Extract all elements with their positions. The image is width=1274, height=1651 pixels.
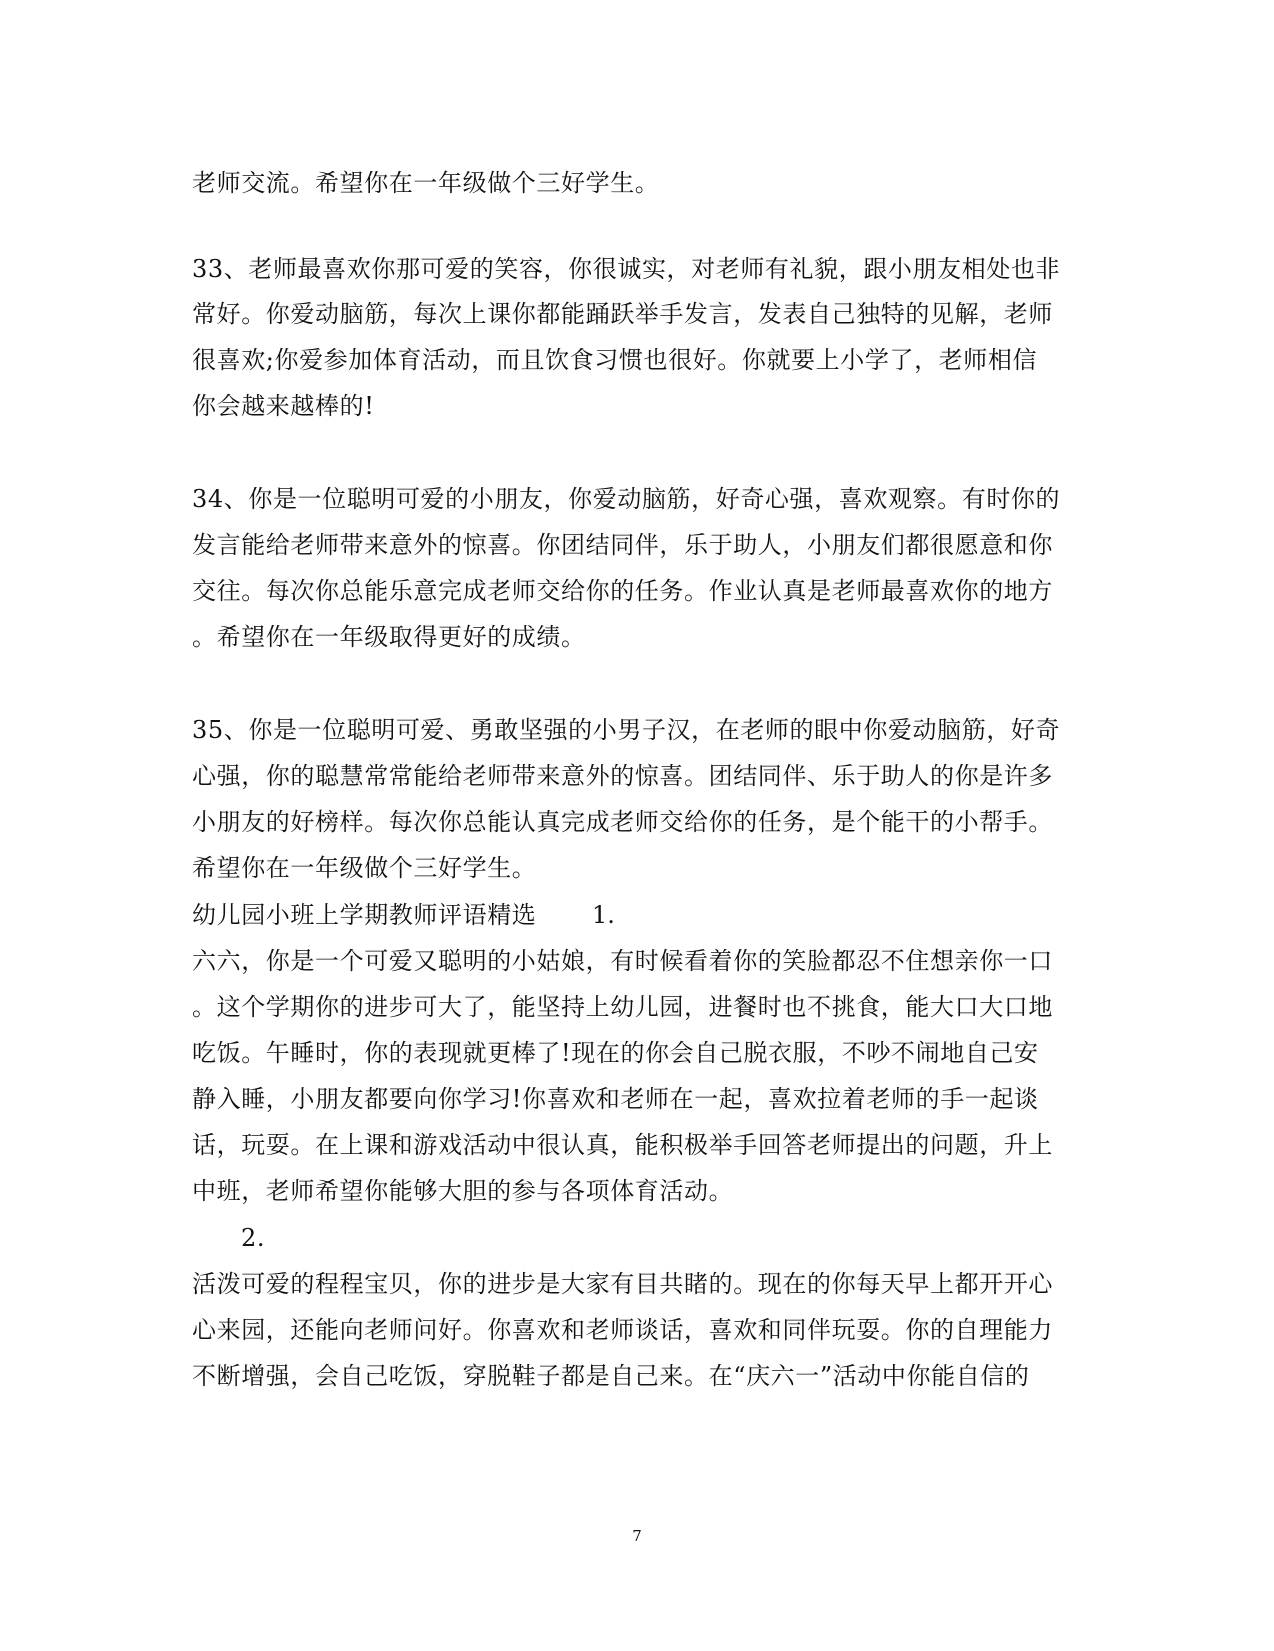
text-line: 35、你是一位聪明可爱、勇敢坚强的小男子汉，在老师的眼中你爱动脑筋，好奇	[192, 716, 1061, 744]
text-line: 吃饭。午睡时，你的表现就更棒了!现在的你会自己脱衣服，不吵不闹地自己安	[192, 1039, 1039, 1067]
text-line: 33、老师最喜欢你那可爱的笑容，你很诚实，对老师有礼貌，跟小朋友相处也非	[192, 255, 1061, 283]
text-line: 常好。你爱动脑筋，每次上课你都能踊跃举手发言，发表自己独特的见解，老师	[192, 300, 1053, 328]
section-title: 幼儿园小班上学期教师评语精选	[192, 901, 537, 929]
text-line: 。这个学期你的进步可大了，能坚持上幼儿园，进餐时也不挑食，能大口大口地	[192, 993, 1053, 1021]
item-number: 2.	[241, 1224, 266, 1252]
text-line: 静入睡，小朋友都要向你学习!你喜欢和老师在一起，喜欢拉着老师的手一起谈	[192, 1085, 1039, 1113]
text-line: 六六，你是一个可爱又聪明的小姑娘，有时候看着你的笑脸都忍不住想亲你一口	[192, 947, 1053, 975]
text-line: 不断增强，会自己吃饭，穿脱鞋子都是自己来。在“庆六一”活动中你能自信的	[192, 1362, 1030, 1390]
item-number: 1.	[592, 901, 615, 929]
text-line: 活泼可爱的程程宝贝，你的进步是大家有目共睹的。现在的你每天早上都开开心	[192, 1270, 1053, 1298]
text-line: 希望你在一年级做个三好学生。	[192, 854, 537, 882]
page-number: 7	[632, 1527, 642, 1545]
text-line: 34、你是一位聪明可爱的小朋友，你爱动脑筋，好奇心强，喜欢观察。有时你的	[192, 485, 1061, 513]
text-line: 话，玩耍。在上课和游戏活动中很认真，能积极举手回答老师提出的问题，升上	[192, 1131, 1053, 1159]
text-line: 发言能给老师带来意外的惊喜。你团结同伴，乐于助人，小朋友们都很愿意和你	[192, 531, 1053, 559]
text-line: 你会越来越棒的!	[192, 392, 375, 420]
text-line: 交往。每次你总能乐意完成老师交给你的任务。作业认真是老师最喜欢你的地方	[192, 577, 1053, 605]
text-line: 小朋友的好榜样。每次你总能认真完成老师交给你的任务，是个能干的小帮手。	[192, 808, 1053, 836]
text-line: 。希望你在一年级取得更好的成绩。	[192, 623, 586, 651]
text-line: 很喜欢;你爱参加体育活动，而且饮食习惯也很好。你就要上小学了，老师相信	[192, 346, 1038, 374]
text-line: 心强，你的聪慧常常能给老师带来意外的惊喜。团结同伴、乐于助人的你是许多	[192, 762, 1053, 790]
text-line: 老师交流。希望你在一年级做个三好学生。	[192, 169, 660, 197]
text-line: 中班，老师希望你能够大胆的参与各项体育活动。	[192, 1177, 734, 1205]
text-line: 心来园，还能向老师问好。你喜欢和老师谈话，喜欢和同伴玩耍。你的自理能力	[192, 1316, 1053, 1344]
